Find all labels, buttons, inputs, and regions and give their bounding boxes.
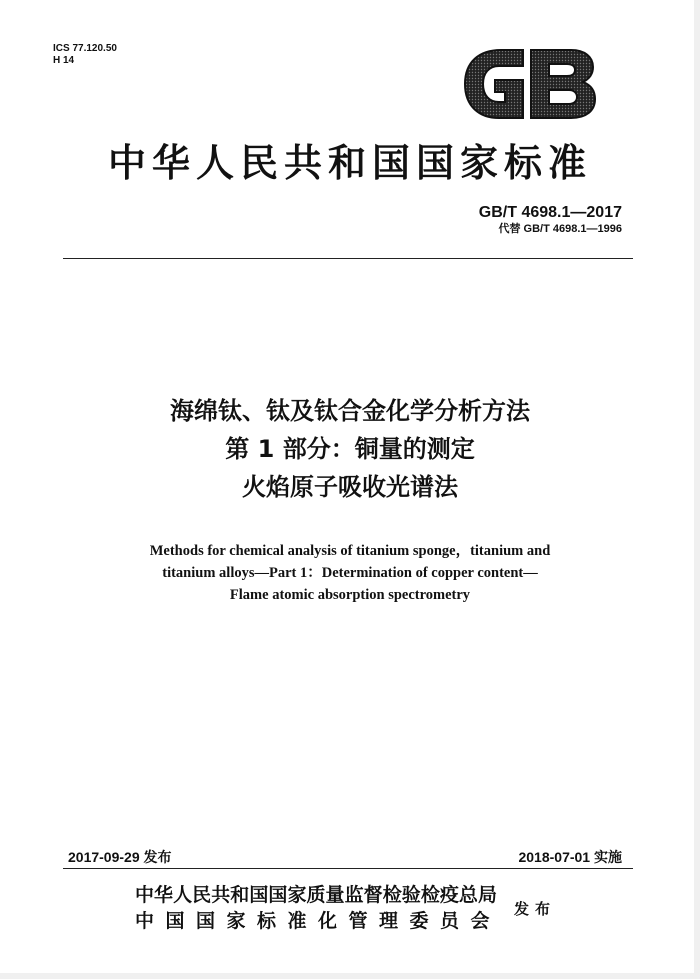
english-title [80,540,620,606]
english-title-line-3: Flame atomic absorption spectrometry [229,587,471,603]
ics-code: ICS 77.120.50 [53,43,117,54]
gb-logo [453,44,603,124]
issuer-aqsiq: 中华人民共和国国家质量监督检验检疫总局 [135,884,497,906]
standard-type-title: 中华人民共和国国家标准 [107,141,592,185]
classification-codes [53,43,117,67]
chinese-title-line-3: 火焰原子吸收光谱法 [242,473,458,501]
english-title-line-2: titanium alloys—Part 1：Determination of copper content— [162,565,538,581]
release-date: 2017-09-29 发布 [68,849,172,865]
page-edge-right [694,0,700,979]
issuer-sac: 中国国家标准化管理委员会 [135,910,502,932]
page-edge-bottom [0,973,700,979]
h-code: H 14 [53,55,75,66]
implementation-date: 2018-07-01 实施 [518,849,622,865]
top-divider [63,258,633,259]
chinese-title-line-1: 海绵钛、钛及钛合金化学分析方法 [170,397,530,425]
chinese-title-line-2: 第 1 部分：铜量的测定 [225,435,475,463]
chinese-title [60,392,640,506]
english-title-line-1: Methods for chemical analysis of titanium sponge，titanium and [149,543,551,559]
publish-label: 发布 [514,900,557,918]
standard-number: GB/T 4698.1—2017 [478,204,622,221]
bottom-divider [63,868,633,869]
issuing-authorities [135,882,502,934]
standard-number-block [479,204,622,236]
replaced-standard: 代替 GB/T 4698.1—1996 [498,223,622,235]
